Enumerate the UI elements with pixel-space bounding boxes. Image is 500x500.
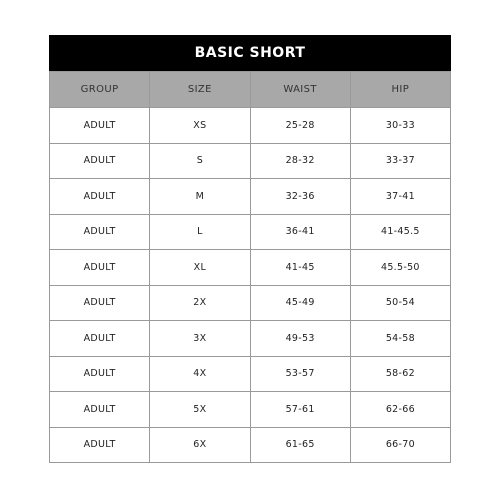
- table-row: [50, 392, 451, 428]
- cell-hip: 62-66: [350, 392, 450, 428]
- cell-size: 5X: [150, 392, 250, 428]
- size-table: [49, 71, 451, 463]
- cell-group: ADULT: [50, 321, 150, 357]
- cell-waist: 61-65: [250, 427, 350, 463]
- cell-hip: 33-37: [350, 143, 450, 179]
- table-row: [50, 108, 451, 144]
- table-row: [50, 143, 451, 179]
- cell-group: ADULT: [50, 143, 150, 179]
- cell-size: 2X: [150, 285, 250, 321]
- cell-hip: 54-58: [350, 321, 450, 357]
- cell-group: ADULT: [50, 285, 150, 321]
- cell-waist: 41-45: [250, 250, 350, 286]
- cell-waist: 53-57: [250, 356, 350, 392]
- cell-size: XL: [150, 250, 250, 286]
- cell-hip: 50-54: [350, 285, 450, 321]
- cell-size: XS: [150, 108, 250, 144]
- chart-title: BASIC SHORT: [49, 35, 451, 71]
- table-row: [50, 214, 451, 250]
- cell-waist: 28-32: [250, 143, 350, 179]
- cell-group: ADULT: [50, 250, 150, 286]
- header-hip: HIP: [350, 72, 450, 108]
- cell-group: ADULT: [50, 356, 150, 392]
- table-row: [50, 427, 451, 463]
- table-row: [50, 179, 451, 215]
- cell-hip: 45.5-50: [350, 250, 450, 286]
- cell-size: 6X: [150, 427, 250, 463]
- cell-group: ADULT: [50, 179, 150, 215]
- header-size: SIZE: [150, 72, 250, 108]
- cell-waist: 57-61: [250, 392, 350, 428]
- cell-hip: 37-41: [350, 179, 450, 215]
- size-chart: [49, 35, 451, 463]
- cell-size: M: [150, 179, 250, 215]
- cell-hip: 66-70: [350, 427, 450, 463]
- cell-group: ADULT: [50, 392, 150, 428]
- cell-waist: 32-36: [250, 179, 350, 215]
- table-row: [50, 321, 451, 357]
- table-row: [50, 285, 451, 321]
- cell-group: ADULT: [50, 427, 150, 463]
- header-group: GROUP: [50, 72, 150, 108]
- cell-size: 3X: [150, 321, 250, 357]
- cell-waist: 45-49: [250, 285, 350, 321]
- cell-size: S: [150, 143, 250, 179]
- cell-hip: 30-33: [350, 108, 450, 144]
- cell-hip: 58-62: [350, 356, 450, 392]
- cell-hip: 41-45.5: [350, 214, 450, 250]
- cell-waist: 49-53: [250, 321, 350, 357]
- cell-waist: 36-41: [250, 214, 350, 250]
- cell-group: ADULT: [50, 214, 150, 250]
- table-row: [50, 250, 451, 286]
- cell-size: L: [150, 214, 250, 250]
- table-row: [50, 356, 451, 392]
- cell-waist: 25-28: [250, 108, 350, 144]
- header-row: [50, 72, 451, 108]
- cell-group: ADULT: [50, 108, 150, 144]
- header-waist: WAIST: [250, 72, 350, 108]
- cell-size: 4X: [150, 356, 250, 392]
